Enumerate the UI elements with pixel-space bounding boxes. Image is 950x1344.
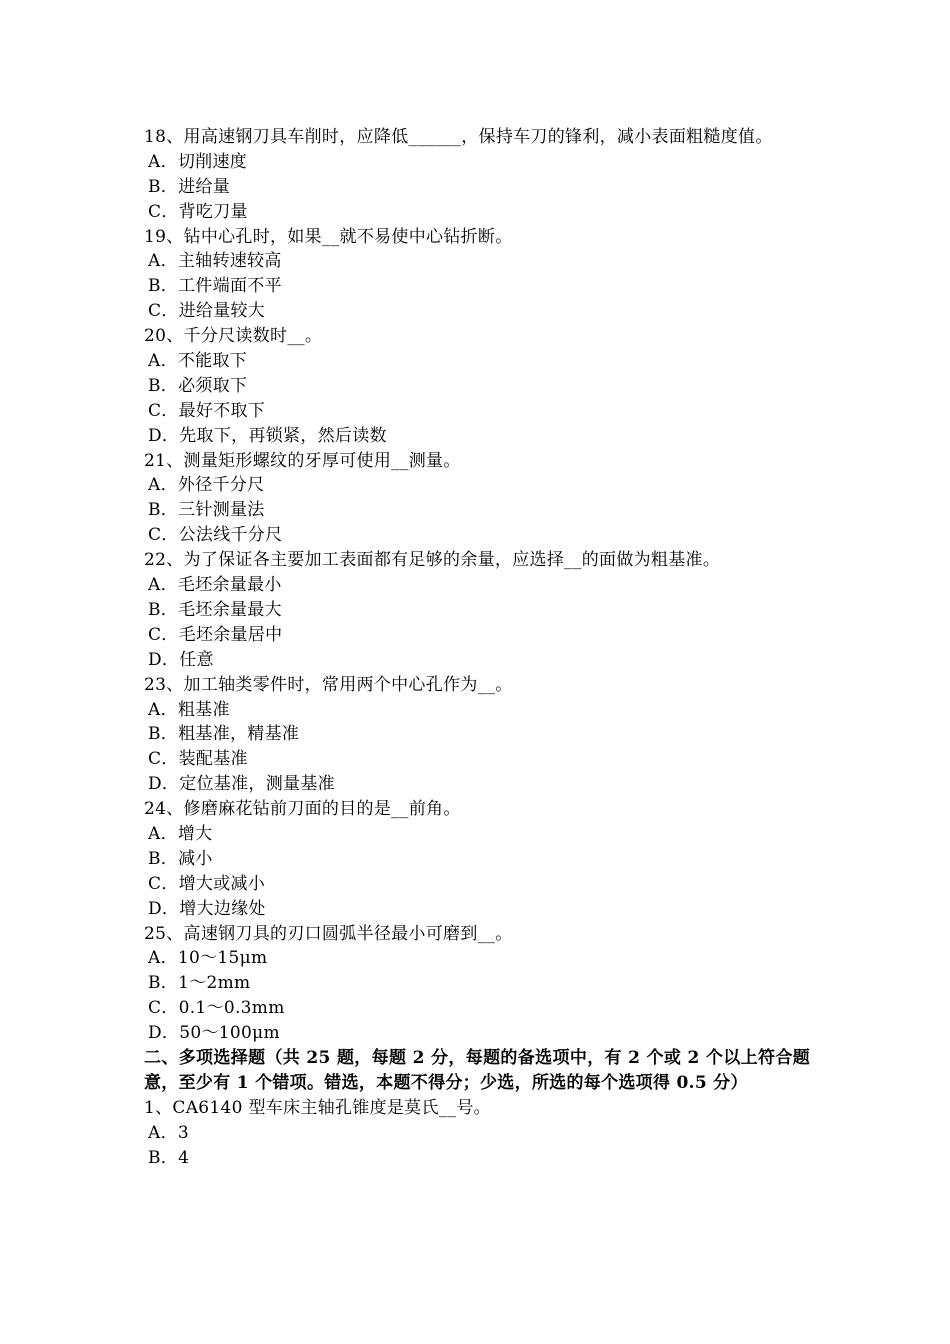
option-2-1-b: B．4 xyxy=(148,1147,190,1168)
option-24-a: A．增大 xyxy=(148,823,213,844)
option-24-c: C．增大或减小 xyxy=(148,873,266,894)
option-20-a: A．不能取下 xyxy=(148,351,248,372)
option-23-c: C．装配基准 xyxy=(148,749,248,770)
option-19-b: B．工件端面不平 xyxy=(148,276,282,297)
option-25-d: D．50～100μm xyxy=(148,1023,280,1044)
question-18: 18、用高速钢刀具车削时，应降低______，保持车刀的锋利，减小表面粗糙度值。 xyxy=(144,127,773,147)
option-22-c: C．毛坯余量居中 xyxy=(148,624,283,645)
option-22-a: A．毛坯余量最小 xyxy=(148,575,282,596)
section-heading: 二、多项选择题（共 25 题，每题 2 分，每题的备选项中，有 2 个或 2 个以上符合题意，至少有 1 个错项。错选，本题不得分；少选，所选的每个选项得 0.5 分） xyxy=(144,1047,810,1093)
option-18-a: A．切削速度 xyxy=(148,151,248,172)
option-25-a: A．10～15μm xyxy=(148,948,268,969)
option-24-d: D．增大边缘处 xyxy=(148,898,266,919)
option-20-d: D．先取下，再锁紧，然后读数 xyxy=(148,425,387,446)
option-18-b: B．进给量 xyxy=(148,176,230,197)
option-21-c: C．公法线千分尺 xyxy=(148,525,283,546)
question-23: 23、加工轴类零件时，常用两个中心孔作为__。 xyxy=(144,674,513,695)
option-2-1-a: A．3 xyxy=(148,1122,189,1143)
option-18-c: C．背吃刀量 xyxy=(148,201,248,222)
option-25-b: B．1～2mm xyxy=(148,973,251,994)
option-25-c: C．0.1～0.3mm xyxy=(148,998,285,1019)
question-19: 19、钻中心孔时，如果__就不易使中心钻折断。 xyxy=(144,226,513,247)
option-19-c: C．进给量较大 xyxy=(148,301,266,322)
option-22-b: B．毛坯余量最大 xyxy=(148,599,282,620)
question-20: 20、千分尺读数时__。 xyxy=(144,326,323,347)
option-23-a: A．粗基准 xyxy=(148,699,230,720)
question-22: 22、为了保证各主要加工表面都有足够的余量，应选择__的面做为粗基准。 xyxy=(144,550,721,571)
question-2-1: 1、CA6140 型车床主轴孔锥度是莫氏__号。 xyxy=(144,1097,491,1118)
option-23-d: D．定位基准，测量基准 xyxy=(148,774,335,795)
page-content xyxy=(144,125,810,1170)
option-24-b: B．减小 xyxy=(148,848,213,869)
option-20-b: B．必须取下 xyxy=(148,375,248,396)
option-23-b: B．粗基准，精基准 xyxy=(148,724,300,745)
option-21-b: B．三针测量法 xyxy=(148,500,265,521)
question-24: 24、修磨麻花钻前刀面的目的是__前角。 xyxy=(144,799,461,820)
question-21: 21、测量矩形螺纹的牙厚可使用__测量。 xyxy=(144,450,461,471)
question-25: 25、高速钢刀具的刃口圆弧半径最小可磨到__。 xyxy=(144,923,513,944)
option-22-d: D．任意 xyxy=(148,649,214,670)
option-21-a: A．外径千分尺 xyxy=(148,475,265,496)
option-19-a: A．主轴转速较高 xyxy=(148,251,282,272)
option-20-c: C．最好不取下 xyxy=(148,400,266,421)
